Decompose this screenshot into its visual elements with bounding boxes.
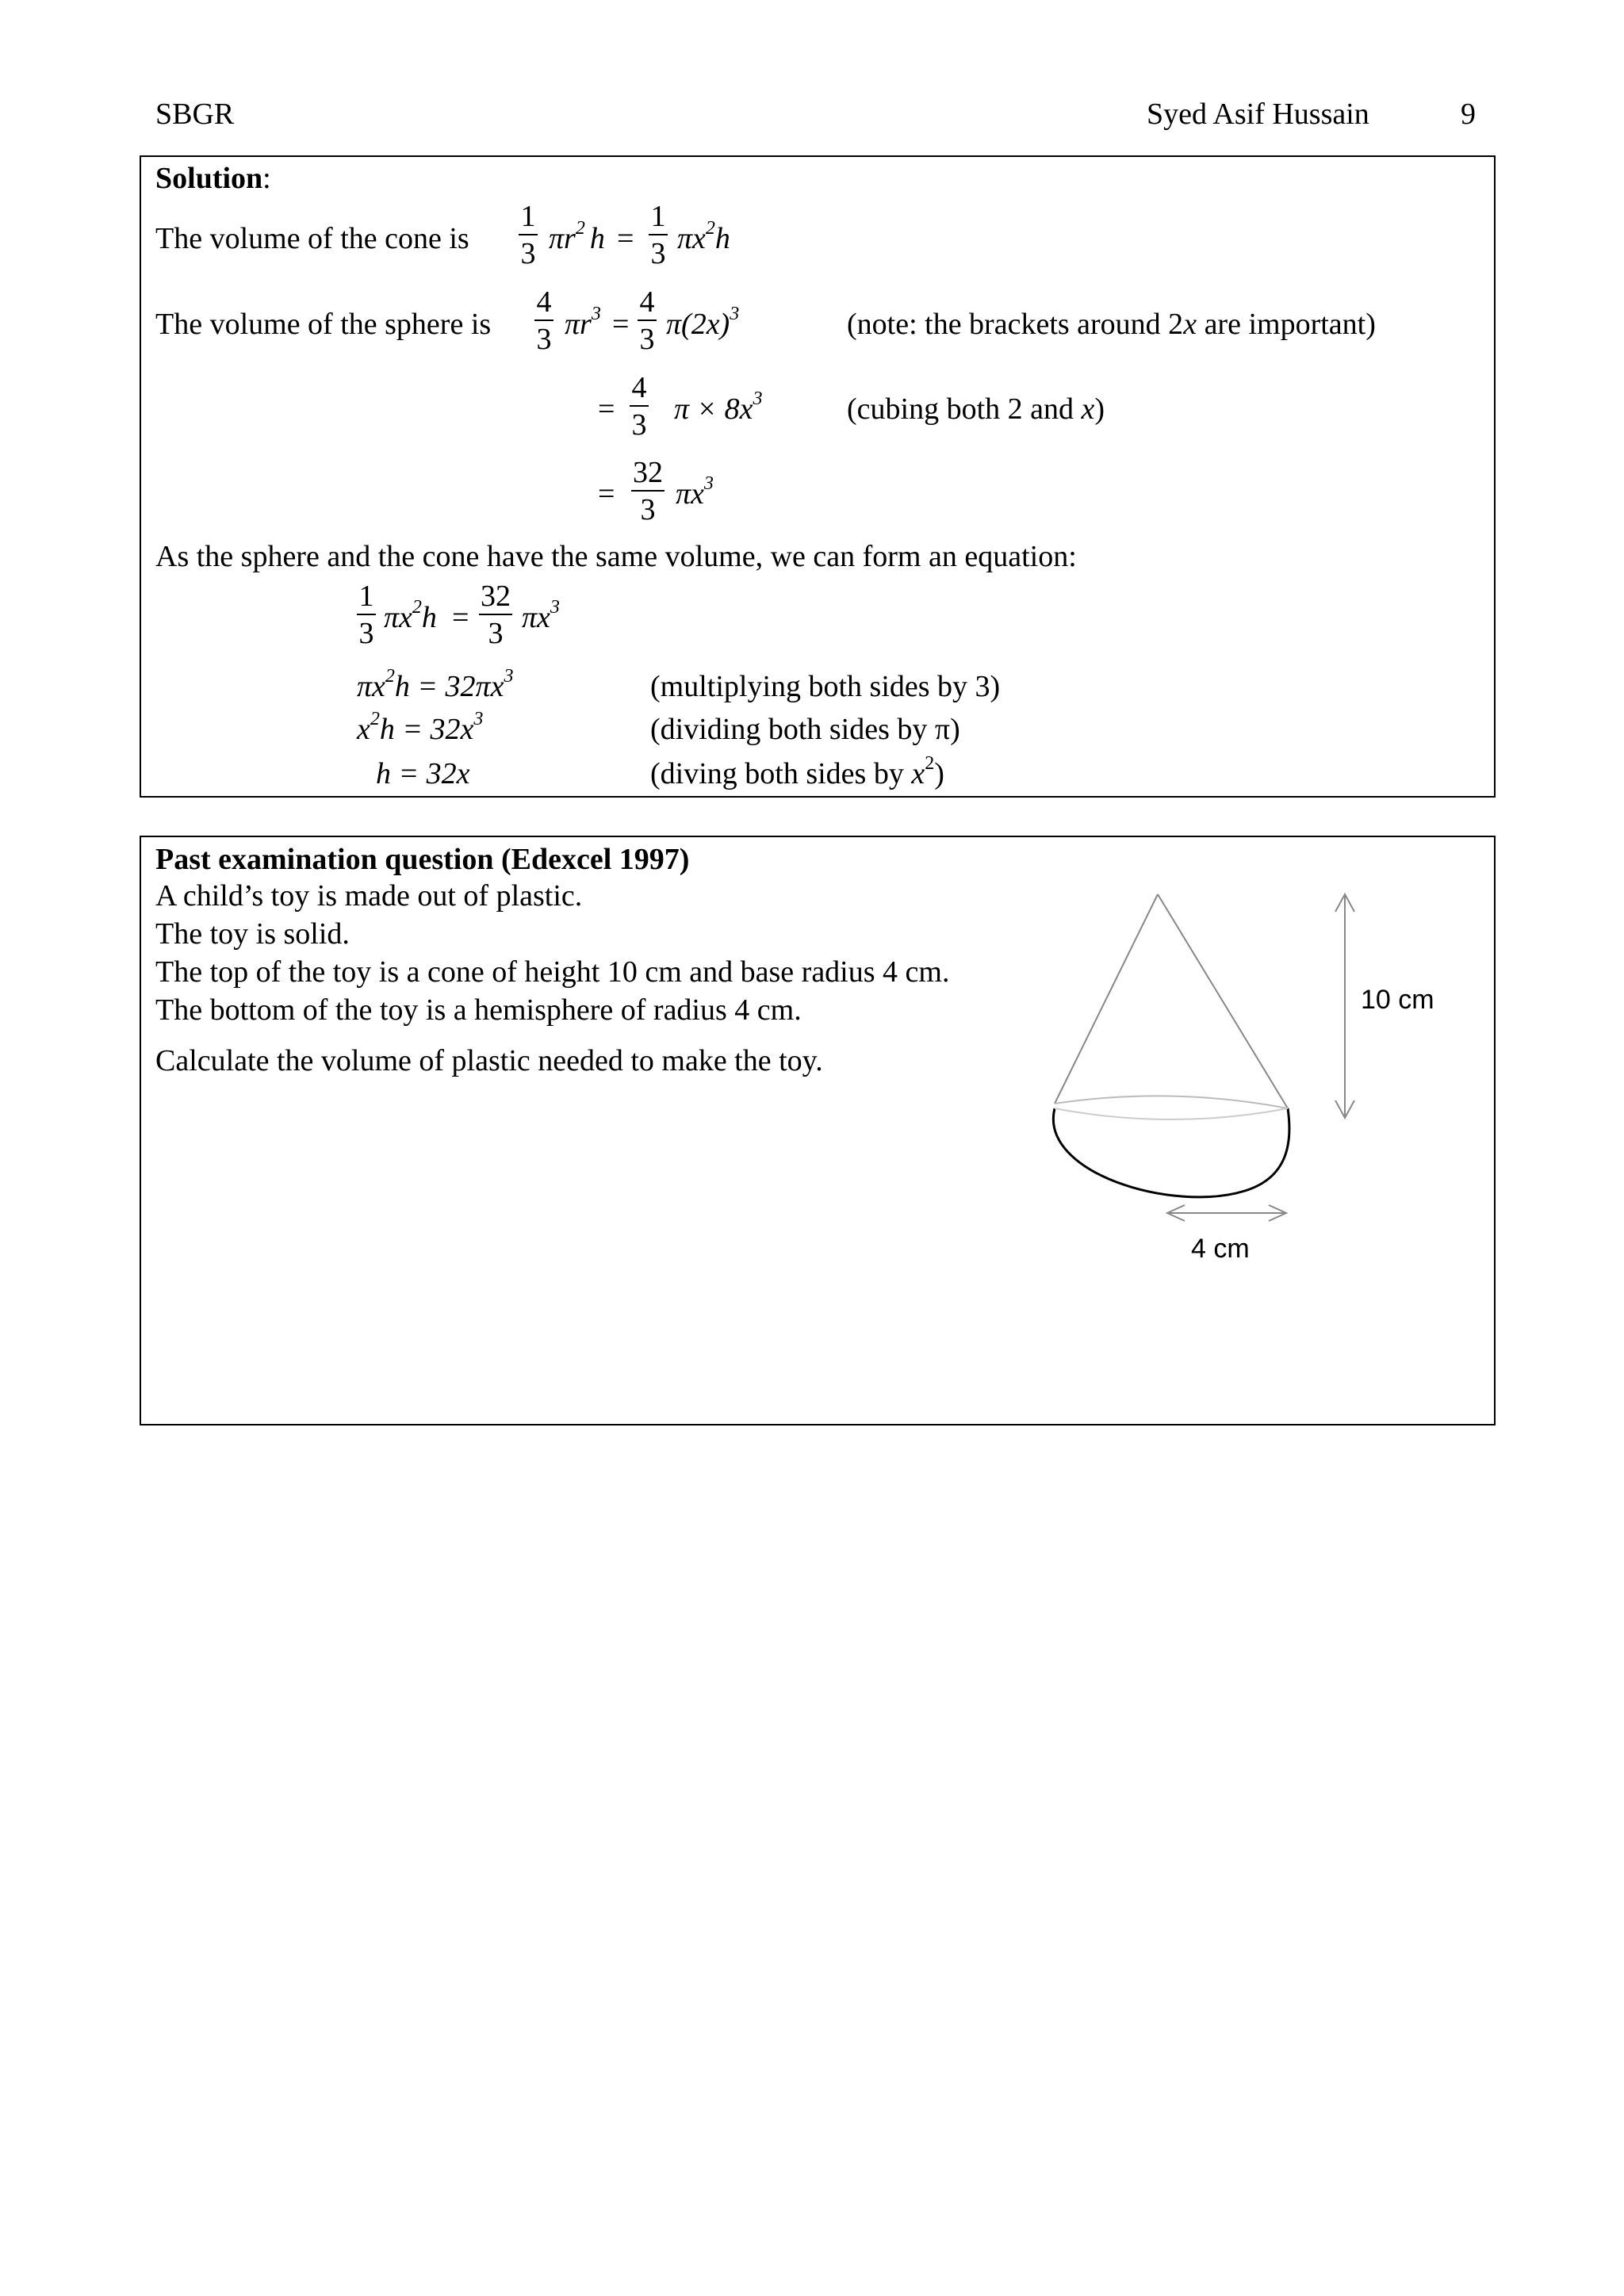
step2-note: (dividing both sides by π) bbox=[650, 713, 960, 746]
frac-thirty-two-thirds: 32 3 bbox=[633, 456, 663, 526]
frac-four-thirds: 4 3 bbox=[638, 287, 657, 354]
page-number: 9 bbox=[1461, 98, 1476, 131]
question-task: Calculate the volume of plastic needed to make the toy. bbox=[155, 1044, 823, 1077]
base-ellipse-back bbox=[1055, 1096, 1288, 1108]
solution-heading: Solution: bbox=[155, 162, 271, 195]
step3-note: (diving both sides by $x^2$) bbox=[650, 753, 944, 790]
note-brackets: (note: the brackets around 2x are important) bbox=[847, 308, 1376, 341]
cone-term-x: $\pi x^2h$ bbox=[677, 218, 730, 255]
equals-sign: = bbox=[617, 222, 634, 255]
frac-four-thirds: 4 3 bbox=[534, 287, 553, 354]
toy-diagram bbox=[1031, 880, 1475, 1276]
sphere-term-8x: $\pi \times 8x^3$ bbox=[674, 388, 763, 426]
cone-side-right bbox=[1158, 894, 1288, 1108]
cone-term-r: $\pi r^2$ h bbox=[549, 218, 605, 255]
equals-sign: = bbox=[612, 308, 630, 341]
sphere-term-final: $\pi x^3$ bbox=[676, 473, 714, 511]
radius-label: 4 cm bbox=[1191, 1234, 1250, 1264]
note-cubing: (cubing both 2 and x) bbox=[847, 392, 1105, 426]
frac-one-third: 1 3 bbox=[519, 201, 538, 269]
frac-thirty-two-thirds: 32 3 bbox=[481, 580, 511, 650]
equals-sign: = bbox=[598, 477, 615, 511]
equals-sign: = bbox=[452, 601, 469, 634]
step1-equation: $\pi x^2h = 32\pi x^3$ bbox=[357, 666, 514, 703]
step1-note: (multiplying both sides by 3) bbox=[650, 670, 1001, 703]
sphere-term-r: $\pi r^3$ bbox=[565, 304, 601, 341]
question-line: The bottom of the toy is a hemisphere of radius 4 cm. bbox=[155, 993, 802, 1027]
frac-one-third: 1 3 bbox=[649, 201, 668, 269]
equals-sign: = bbox=[598, 392, 615, 426]
equation-lhs: $\pi x^2h$ bbox=[384, 597, 437, 634]
sphere-term-2x: $\pi(2x)^3$ bbox=[666, 304, 740, 341]
step2-equation: $x^2h = 32x^3$ bbox=[357, 709, 484, 746]
height-label: 10 cm bbox=[1361, 985, 1434, 1015]
question-line: A child’s toy is made out of plastic. bbox=[155, 879, 583, 913]
frac-four-thirds: 4 3 bbox=[630, 373, 649, 440]
header-author: Syed Asif Hussain bbox=[1147, 98, 1369, 131]
hemisphere-outline bbox=[1053, 1108, 1289, 1197]
cone-intro: The volume of the cone is bbox=[155, 222, 469, 255]
question-line: The toy is solid. bbox=[155, 917, 350, 951]
equation-rhs: $\pi x^3$ bbox=[522, 597, 560, 634]
base-ellipse-front bbox=[1055, 1108, 1288, 1119]
header-left: SBGR bbox=[155, 98, 235, 131]
sphere-intro: The volume of the sphere is bbox=[155, 308, 492, 341]
cone-side-left bbox=[1055, 894, 1158, 1104]
frac-one-third: 1 3 bbox=[357, 581, 376, 649]
equation-intro: As the sphere and the cone have the same volume, we can form an equation: bbox=[155, 540, 1077, 573]
question-line: The top of the toy is a cone of height 10 cm and base radius 4 cm. bbox=[155, 955, 950, 989]
question-heading: Past examination question (Edexcel 1997) bbox=[155, 843, 690, 876]
step3-equation: h = 32x bbox=[376, 757, 470, 790]
